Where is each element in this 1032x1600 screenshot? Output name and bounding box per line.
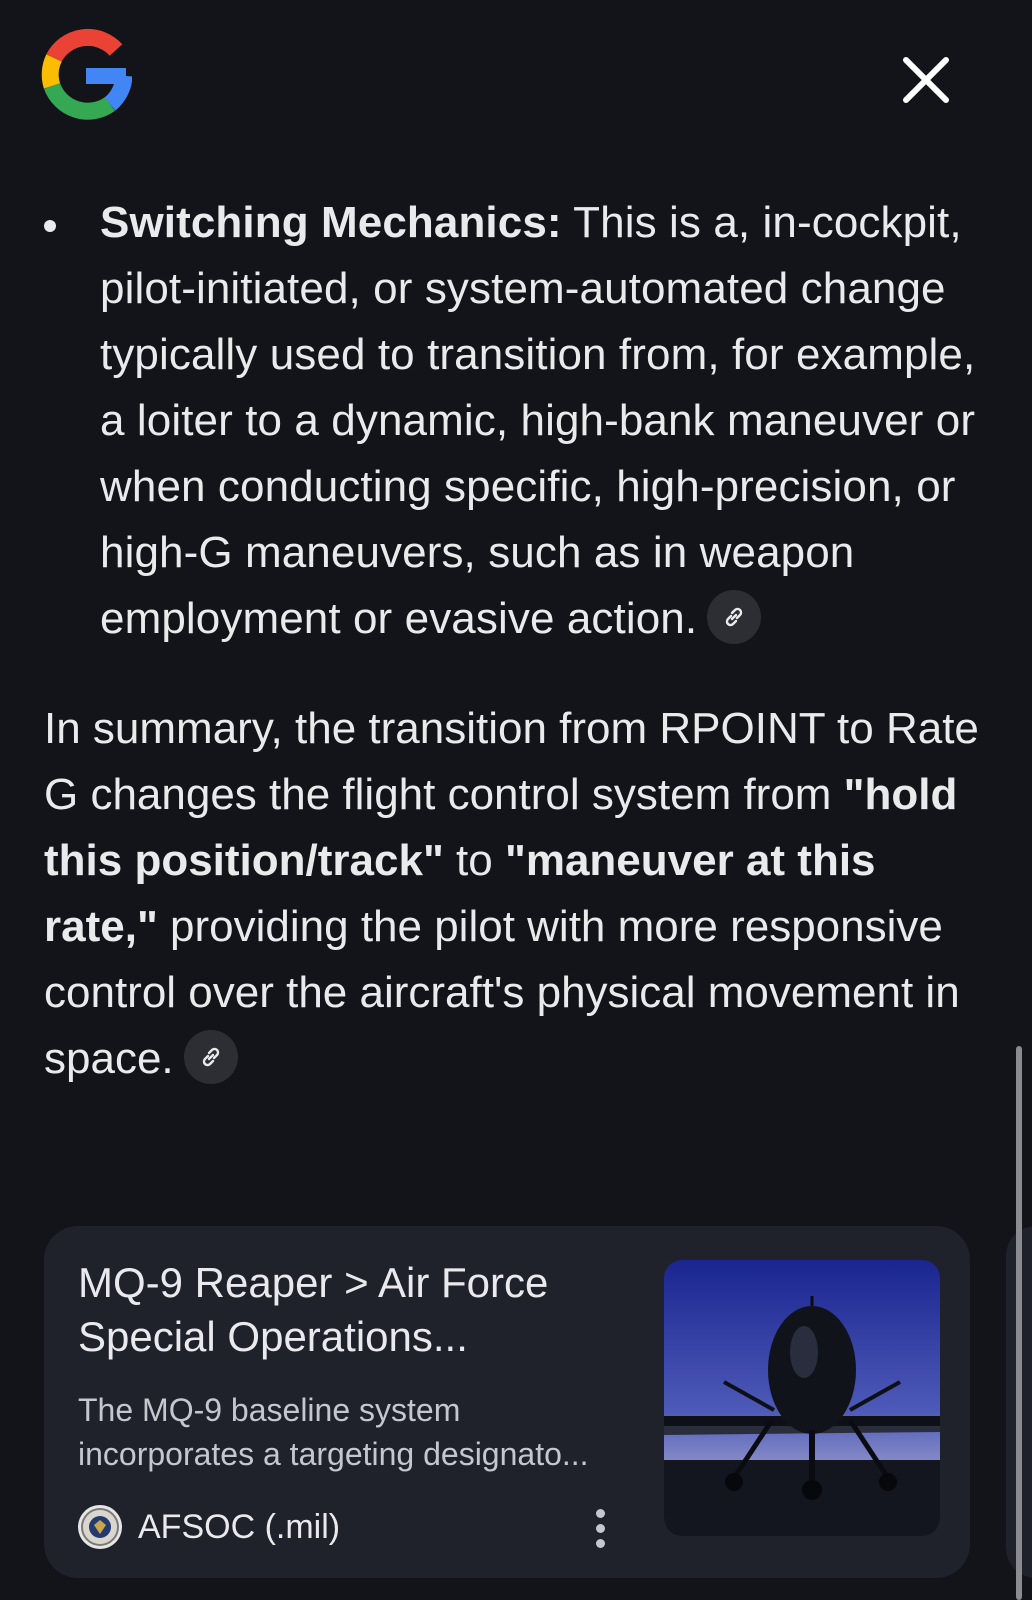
link-icon xyxy=(721,604,747,630)
summary-text-1: In summary, the transition from RPOINT to Rate G changes the flight control system from xyxy=(44,704,979,819)
scrollbar[interactable] xyxy=(1016,1046,1022,1600)
source-card[interactable] xyxy=(44,1226,970,1578)
google-g-logo-icon[interactable] xyxy=(40,28,132,120)
summary-bold-2: "maneuver at this rate," xyxy=(44,836,876,951)
afsoc-seal-icon xyxy=(78,1505,122,1549)
list-item xyxy=(44,190,994,652)
bullet-title: Switching Mechanics: xyxy=(100,198,562,247)
mq9-reaper-drone-image xyxy=(664,1260,940,1536)
source-name: AFSOC (.mil) xyxy=(138,1507,341,1546)
close-icon[interactable] xyxy=(898,52,954,108)
summary-bold-1: "hold this position/track" xyxy=(44,770,958,885)
more-vert-icon[interactable] xyxy=(576,1504,624,1552)
bullet-text: This is a, in-cockpit, pilot-initiated, or system-automated change typically used to transition from, for example, a loiter to a dynamic, high-bank maneuver or when conducting specific, high-precision, or high-G maneuvers, such as in weapon employment or evasive action. xyxy=(100,198,976,643)
summary-text-2: to xyxy=(443,836,505,885)
summary-paragraph xyxy=(44,696,984,1092)
summary-text-3: providing the pilot with more responsive control over the aircraft's physical movement in space. xyxy=(44,902,960,1083)
top-bar xyxy=(0,0,1032,170)
card-snippet: The MQ-9 baseline system incorporates a targeting designato... xyxy=(78,1392,589,1472)
bullet-point xyxy=(44,220,56,232)
card-title[interactable]: MQ-9 Reaper > Air Force Special Operations... xyxy=(78,1259,549,1360)
source-link-button[interactable] xyxy=(707,590,761,644)
link-icon xyxy=(198,1044,224,1070)
answer-content xyxy=(44,190,994,1092)
source-link-button[interactable] xyxy=(184,1030,238,1084)
card-source xyxy=(78,1504,340,1550)
